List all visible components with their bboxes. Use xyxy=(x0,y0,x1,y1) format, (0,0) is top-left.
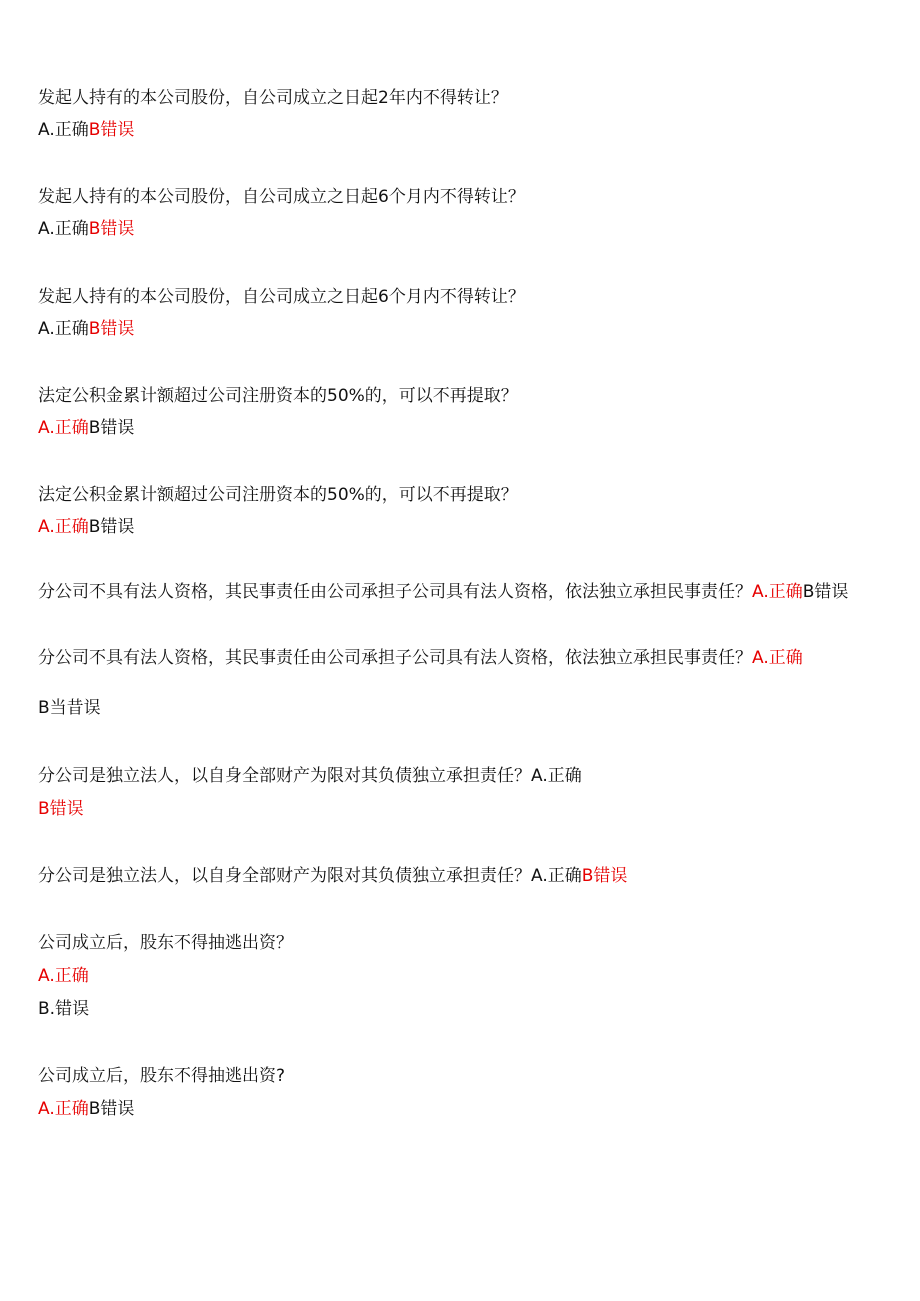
option-a: A.正确 xyxy=(531,866,582,886)
option-b: B错误 xyxy=(38,799,84,819)
option-a: A.正确 xyxy=(38,1099,89,1119)
answer-options xyxy=(38,1097,134,1121)
option-a: A.正确 xyxy=(38,319,89,339)
answer-option-a xyxy=(38,964,89,988)
option-b: B当昔误 xyxy=(38,698,101,718)
option-a: A.正确 xyxy=(38,219,89,239)
option-b: B错误 xyxy=(88,219,135,239)
answer-option-b xyxy=(38,997,89,1021)
option-a: A.正确 xyxy=(38,966,89,986)
question-text: 发起人持有的本公司股份，自公司成立之日起2年内不得转让？ xyxy=(38,88,508,108)
option-b: B错误 xyxy=(802,582,849,602)
option-a: A.正确 xyxy=(752,648,803,668)
answer-options xyxy=(38,118,134,142)
option-b: B错误 xyxy=(88,1099,135,1119)
option-a: A.正确 xyxy=(752,582,803,602)
option-a: A.正确 xyxy=(38,517,89,537)
question-text: 发起人持有的本公司股份，自公司成立之日起6个月内不得转让？ xyxy=(38,187,525,207)
question-text: 公司成立后，股东不得抽逃出资？ xyxy=(38,933,293,953)
question-text: 分公司是独立法人，以自身全部财产为限对其负债独立承担责任？A.正确B错误 xyxy=(38,866,628,886)
option-b: B错误 xyxy=(88,418,135,438)
option-b: B错误 xyxy=(88,120,135,140)
question-text: 分公司是独立法人，以自身全部财产为限对其负债独立承担责任？A.正确 xyxy=(38,766,582,786)
question-text: 发起人持有的本公司股份，自公司成立之日起6个月内不得转让？ xyxy=(38,287,525,307)
answer-options xyxy=(38,416,134,440)
answer-options xyxy=(38,217,134,241)
answer-options xyxy=(38,797,84,821)
option-b: B错误 xyxy=(88,517,135,537)
question-text: 分公司不具有法人资格，其民事责任由公司承担子公司具有法人资格，依法独立承担民事责任？A.正确 xyxy=(38,648,803,668)
option-a: A.正确 xyxy=(38,120,89,140)
option-a: A.正确 xyxy=(38,418,89,438)
option-a: A.正确 xyxy=(531,766,582,786)
option-b: B错误 xyxy=(88,319,135,339)
question-text: 法定公积金累计额超过公司注册资本的50%的，可以不再提取？ xyxy=(38,386,518,406)
question-text: 公司成立后，股东不得抽逃出资? xyxy=(38,1066,286,1086)
answer-options xyxy=(38,696,101,720)
answer-options xyxy=(38,515,134,539)
option-b: B.错误 xyxy=(38,999,90,1019)
question-text: 分公司不具有法人资格，其民事责任由公司承担子公司具有法人资格，依法独立承担民事责任？A.正确B错误 xyxy=(38,582,849,602)
question-text: 法定公积金累计额超过公司注册资本的50%的，可以不再提取？ xyxy=(38,485,518,505)
option-b: B错误 xyxy=(581,866,628,886)
answer-options xyxy=(38,317,134,341)
